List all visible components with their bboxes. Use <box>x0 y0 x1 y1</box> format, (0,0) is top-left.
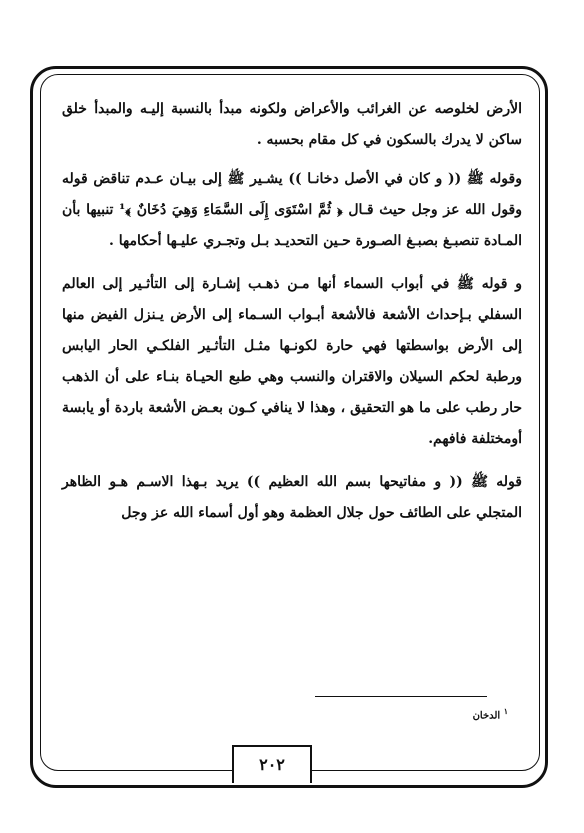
page-body <box>62 94 522 541</box>
footnote-text: الدخان <box>472 710 501 722</box>
paragraph-2: وقوله ﷺ (( و كان في الأصل دخانـا )) يشـير ﷺ إلى بيـان عـدم تناقض قوله وقول الله عز وجل حيث قـال ﴿ ثُمَّ اسْتَوَى إِلَى السَّمَاءِ وَهِيَ دُخَانٌ ﴾¹ تنبيها بأن المـادة تنصبـغ بصبـغ الصـورة حـين التحديـد بـل وتجـري عليـها أحكامها . <box>62 171 523 249</box>
footnote-marker: ١ <box>503 706 508 716</box>
footnote-divider <box>315 696 487 697</box>
footnote <box>473 706 508 721</box>
paragraph-4: قوله ﷺ (( و مفاتيحها بسم الله العظيم )) يريد بـهذا الاسـم هـو الظاهر المتجلي على الطائف حول جلال العظمة وهو أول أسماء الله عز وجل <box>62 474 522 521</box>
paragraph-3: و قوله ﷺ في أبواب السماء أنها مـن ذهـب إشـارة إلى التأثـير إلى العالم السفلي بـإحداث الأشعة فالأشعة أبـواب السـماء إلى الأرض يـنزل الفيض منها إلى الأرض بواسطتها فهي حارة لكونـها مثـل التأثـير الفلكـي الحار اليابس ورطبة لحكم السيلان والاقتران والنسب وهي طبع الحيـاة بنـاء على أن الذهب حار رطب على ما هو التحقيق ، وهذا لا ينافي كـون بعـض الأشعة باردة أو يابسة أومختلفة فافهم. <box>62 276 522 447</box>
paragraph-1: الأرض لخلوصه عن الغرائب والأعراض ولكونه مبدأ بالنسبة إليـه والمبدأ خلق ساكن لا يدرك بالسكون في كل مقام بحسبه . <box>62 101 522 148</box>
page-number: ٢٠٢ <box>232 745 312 783</box>
